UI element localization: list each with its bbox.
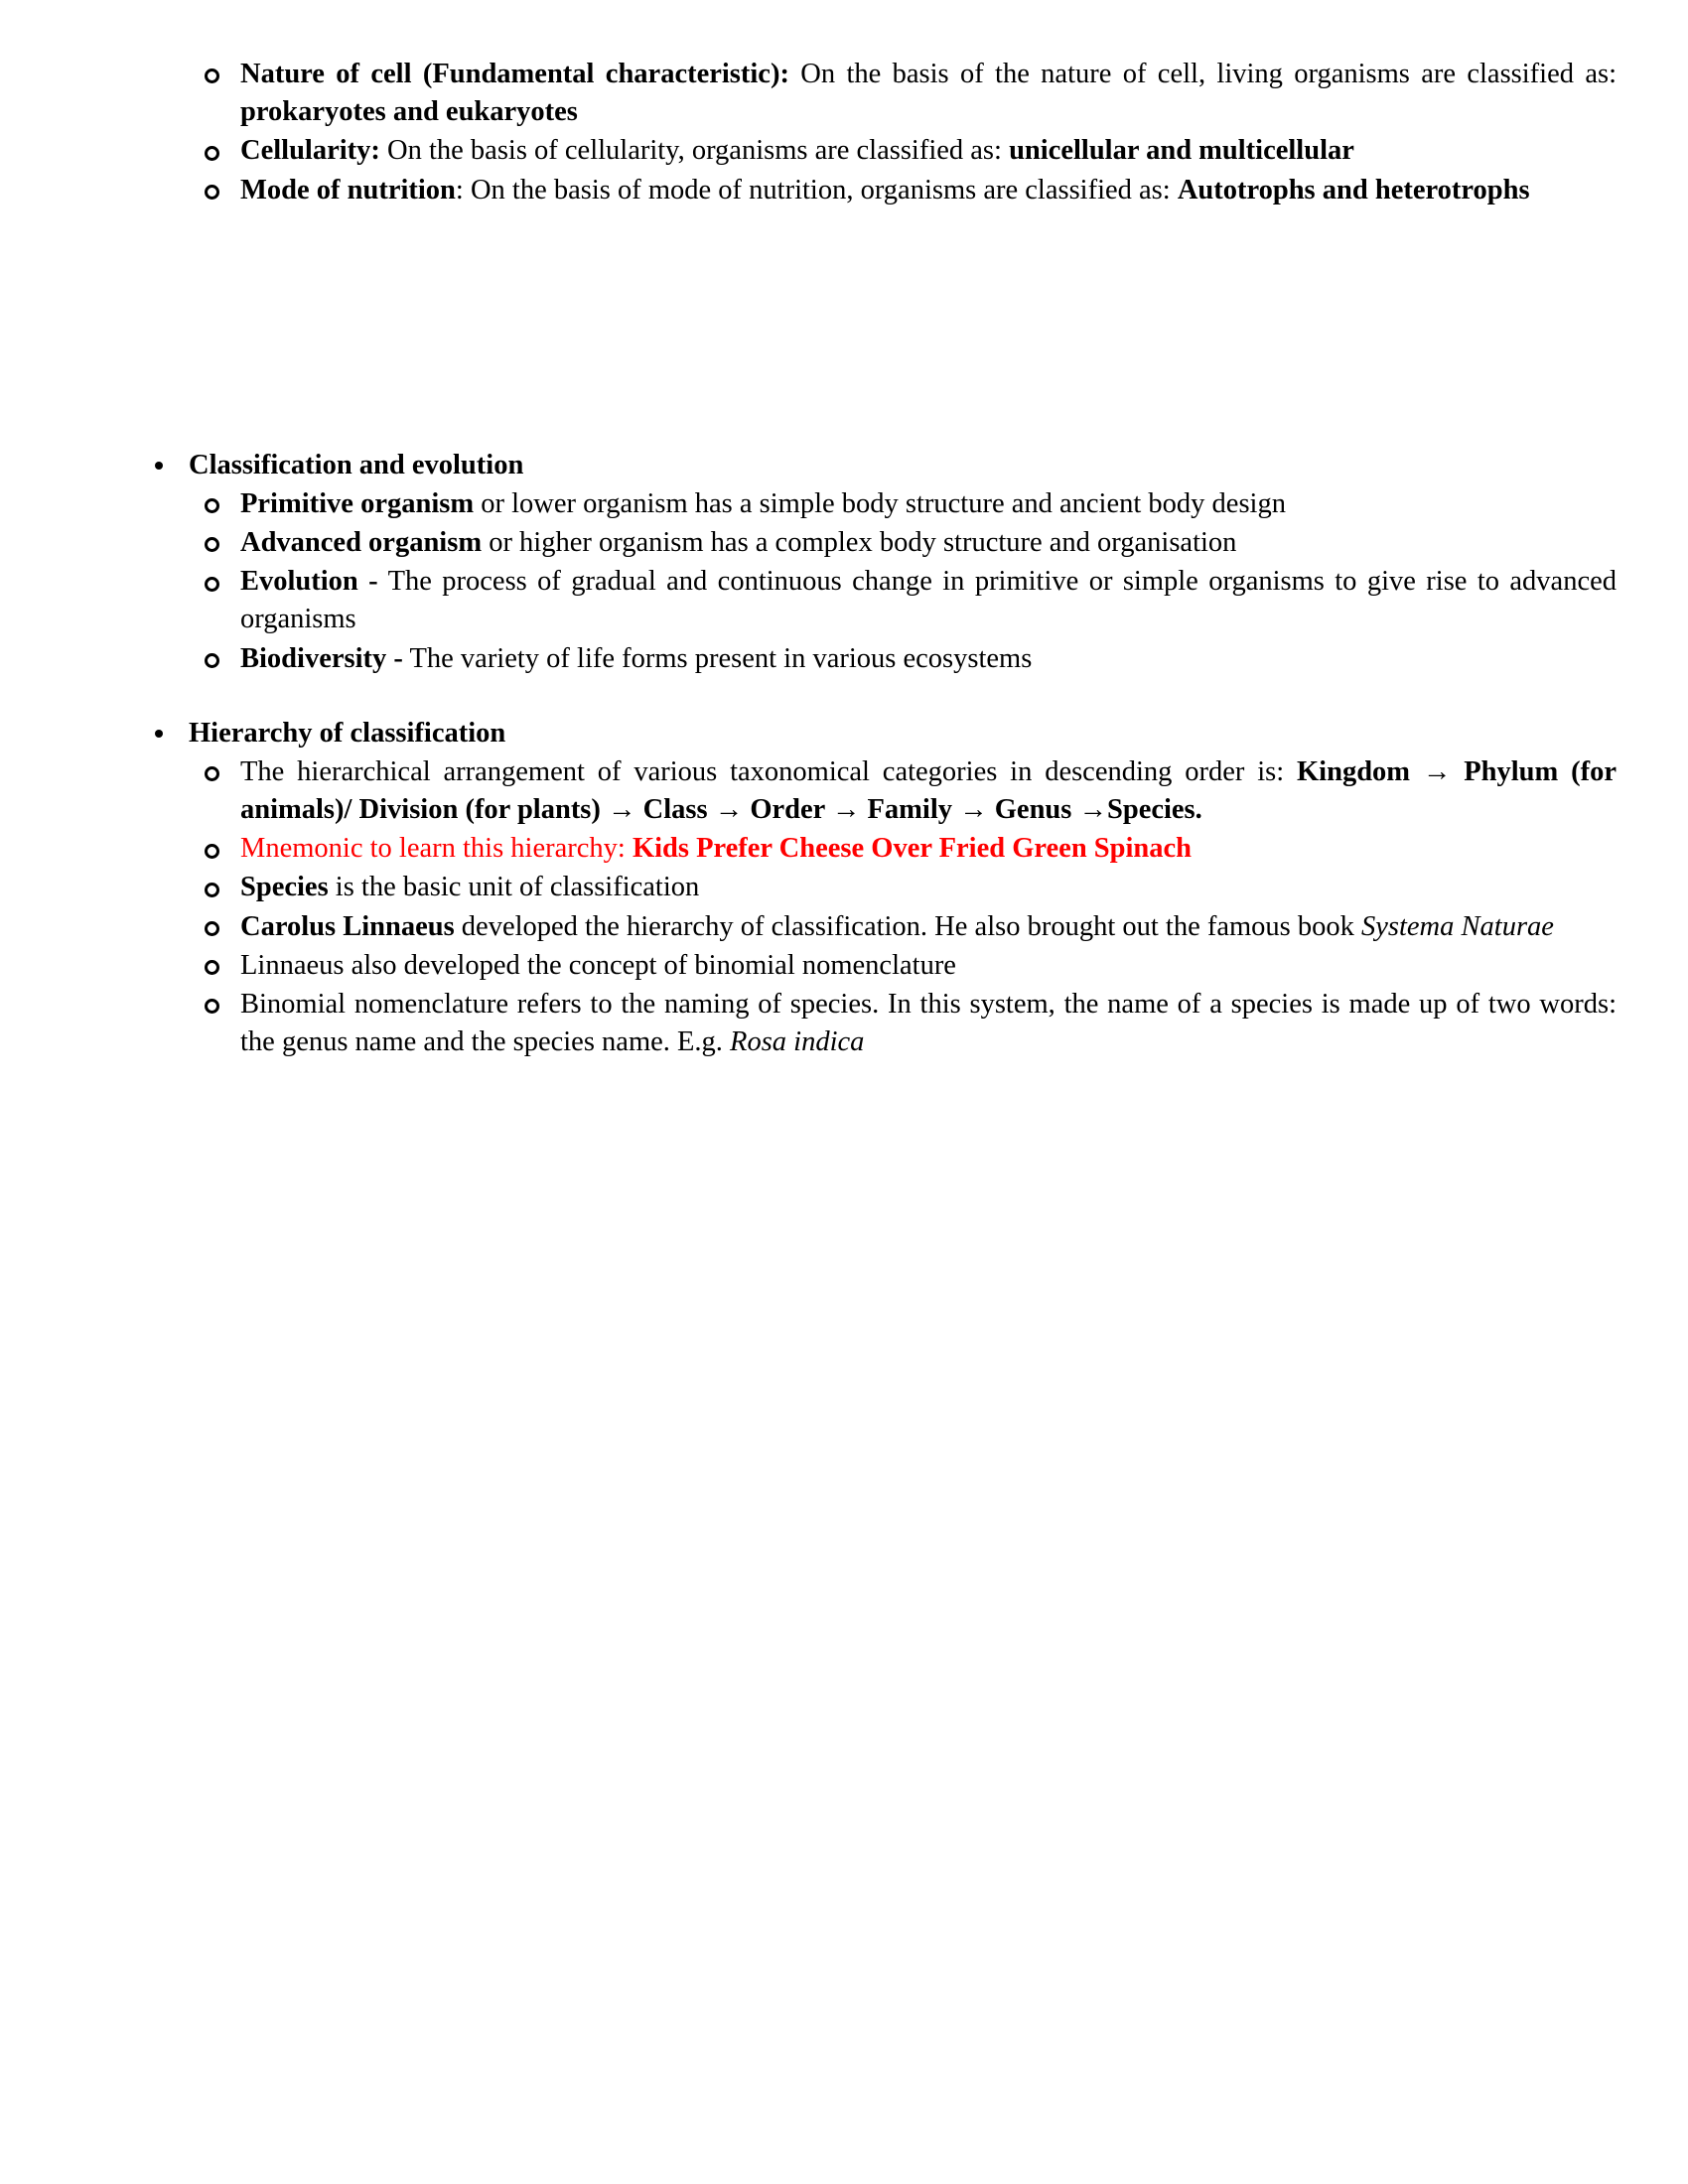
circle-bullet-icon — [205, 960, 219, 975]
list-item-lead: Advanced organism — [240, 526, 483, 558]
section-classification-and-evolution — [71, 447, 1617, 483]
circle-bullet-icon — [205, 498, 219, 513]
list-item — [193, 563, 1617, 638]
list-item — [193, 485, 1617, 523]
list-item-emphasis: Kingdom → Phylum (for animals)/ Division (for plants) → Class → Order → Family → Genus →Species. — [240, 755, 1617, 825]
list-item-emphasis: prokaryotes and eukaryotes — [240, 96, 578, 128]
round-bullet-icon — [155, 730, 163, 738]
list-item — [193, 56, 1617, 131]
circle-bullet-icon — [205, 883, 219, 897]
list-item-body: On the basis of cellularity, organisms are classified as: — [379, 135, 1010, 167]
list-item-book-title: Systema Naturae — [1361, 910, 1554, 942]
hierarchy-of-classification-items — [71, 753, 1617, 1062]
list-item — [193, 132, 1617, 170]
list-item-mnemonic — [193, 830, 1617, 868]
list-item — [193, 869, 1617, 906]
list-item-lead: Species — [240, 872, 329, 903]
list-item-body: is the basic unit of classification — [328, 872, 700, 903]
round-bullet-icon — [155, 462, 163, 470]
circle-bullet-icon — [205, 537, 219, 552]
section-spacer — [71, 210, 1617, 447]
list-item — [193, 524, 1617, 562]
list-item — [193, 908, 1617, 946]
list-item-body: Binomial nomenclature refers to the naming of species. In this system, the name of a species is made up of two words: the genus name and the species name. E.g. — [240, 988, 1617, 1058]
circle-bullet-icon — [205, 185, 219, 200]
section-heading — [139, 715, 1617, 751]
list-item — [193, 640, 1617, 678]
list-item — [193, 753, 1617, 829]
list-item-emphasis: Kids Prefer Cheese Over Fried Green Spinach — [632, 833, 1193, 865]
list-item-body: : On the basis of mode of nutrition, organisms are classified as: — [455, 174, 1178, 205]
list-item-lead: Cellularity: — [240, 135, 380, 167]
circle-bullet-icon — [205, 999, 219, 1014]
list-item-body: The variety of life forms present in various ecosystems — [402, 642, 1033, 674]
list-item-lead: Mnemonic to learn this hierarchy: — [240, 833, 626, 865]
list-item-lead: Mode of nutrition — [240, 174, 456, 205]
document-body — [71, 56, 1617, 1061]
list-item-body: The process of gradual and continuous change in primitive or simple organisms to give rise to advanced organisms — [240, 566, 1618, 635]
list-item-body: Linnaeus also developed the concept of binomial nomenclature — [240, 949, 956, 981]
list-item — [193, 947, 1617, 985]
section-spacer — [71, 679, 1617, 715]
classification-and-evolution-items — [71, 485, 1617, 678]
list-item-body: The hierarchical arrangement of various taxonomical categories in descending order is: — [240, 755, 1298, 787]
section-heading-label: Classification and evolution — [189, 449, 524, 480]
list-item — [193, 172, 1617, 209]
circle-bullet-icon — [205, 577, 219, 592]
section-basis-of-classification — [71, 56, 1617, 209]
circle-bullet-icon — [205, 653, 219, 668]
section-hierarchy-of-classification — [71, 715, 1617, 751]
section-heading-label: Hierarchy of classification — [189, 717, 506, 749]
list-item-body: or higher organism has a complex body structure and organisation — [482, 526, 1237, 558]
list-item — [193, 986, 1617, 1061]
list-item-body: developed the hierarchy of classification. He also brought out the famous book — [454, 910, 1361, 942]
circle-bullet-icon — [205, 766, 219, 781]
list-item-body: On the basis of the nature of cell, living organisms are classified as: — [788, 59, 1617, 89]
circle-bullet-icon — [205, 146, 219, 161]
list-item-lead: Nature of cell (Fundamental characteristic): — [240, 59, 789, 89]
list-item-lead: Biodiversity - — [240, 642, 403, 674]
list-item-body: or lower organism has a simple body structure and ancient body design — [474, 487, 1286, 519]
list-item-lead: Evolution - — [240, 566, 378, 598]
list-item-lead: Carolus Linnaeus — [240, 910, 455, 942]
circle-bullet-icon — [205, 921, 219, 936]
section-heading — [139, 447, 1617, 483]
list-item-emphasis: unicellular and multicellular — [1009, 135, 1354, 167]
circle-bullet-icon — [205, 68, 219, 83]
list-item-emphasis: Autotrophs and heterotrophs — [1177, 174, 1530, 205]
list-item-species-name: Rosa indica — [730, 1026, 865, 1058]
circle-bullet-icon — [205, 844, 219, 859]
list-item-lead: Primitive organism — [240, 487, 475, 519]
list-item-body — [626, 833, 633, 864]
